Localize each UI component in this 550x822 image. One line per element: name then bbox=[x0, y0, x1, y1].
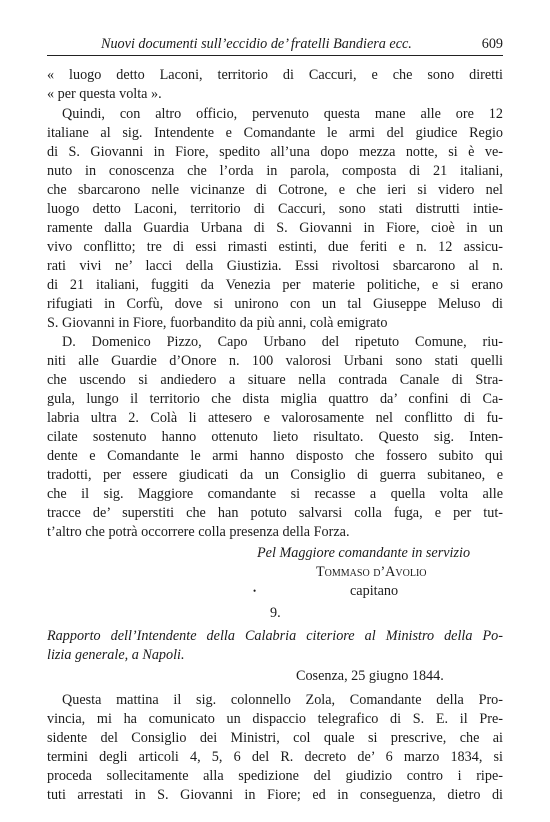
text-line: tracce de’ superstiti che han potuto salvarsi colla fuga, e per tut- bbox=[47, 505, 503, 521]
text-line: di 21 italiani, fuggiti da Venezia per materie politiche, e si erano bbox=[47, 277, 503, 293]
text-line: t’altro che potrà occorrere colla presenza della Forza. bbox=[47, 524, 350, 540]
text-line: gula, lungo il territorio che dista miglia quattro da’ confini di Ca- bbox=[47, 391, 503, 407]
text-line: labria ultra 2. Colà li attesero e valorosamente nel conflitto di fu- bbox=[47, 410, 503, 426]
signature-role: capitano bbox=[350, 583, 399, 599]
text-line: nuto in conoscenza che l’orda in parola, composta di 21 italiani, bbox=[47, 163, 503, 179]
text-line: di S. Giovanni in Fiore, spedito all’una dopo mezza notte, si è ve- bbox=[47, 144, 503, 160]
text-line: che il sig. Maggiore comandante si recasse a quella volta alle bbox=[47, 486, 503, 502]
doc-title-line: lizia generale, a Napoli. bbox=[47, 647, 185, 663]
text-line: rati vivi ne’ lacci della Giustizia. Essi rivoltosi sbarcarono al n. bbox=[47, 258, 503, 274]
page-number: 609 bbox=[481, 36, 503, 52]
text-line: tradotti, per essere giudicati da un Consiglio di guerra subitaneo, e bbox=[47, 467, 503, 483]
signature-name: Tommaso d’Avolio bbox=[316, 564, 427, 580]
text-line: Questa mattina il sig. colonnello Zola, Comandante della Pro- bbox=[62, 692, 503, 708]
text-line: luogo detto Laconi, territorio di Caccuri, sono stati distrutti intie- bbox=[47, 201, 503, 217]
text-line: « per questa volta ». bbox=[47, 86, 162, 102]
section-number: 9. bbox=[270, 605, 281, 621]
text-line: che uscendo si andiedero a situare nella contrada Canale di Stra- bbox=[47, 372, 503, 388]
page-header bbox=[47, 35, 503, 56]
text-line: niti alle Guardie d’Onore n. 100 valorosi Urbani sono stati quelli bbox=[47, 353, 503, 369]
text-line: ramente dalla Guardia Urbana di S. Giovanni in Fiore, cioè in un bbox=[47, 220, 503, 236]
text-line: D. Domenico Pizzo, Capo Urbano del ripetuto Comune, riu- bbox=[62, 334, 503, 350]
text-line: rifugiati in Corfù, dove si unirono con un tal Giuseppe Meluso di bbox=[47, 296, 503, 312]
text-line: « luogo detto Laconi, territorio di Caccuri, e che sono diretti bbox=[47, 67, 503, 83]
text-line: vincia, mi ha comunicato un dispaccio telegrafico di S. E. il Pre- bbox=[47, 711, 503, 727]
stray-bullet: • bbox=[253, 586, 257, 596]
text-line: cilate sostenuto hanno ottenuto lieto risultato. Questo sig. Inten- bbox=[47, 429, 503, 445]
text-line: Quindi, con altro officio, pervenuto questa mane alle ore 12 bbox=[62, 106, 503, 122]
text-line: dente e Comandante le armi hanno disposto che fossero subito qui bbox=[47, 448, 503, 464]
dateline: Cosenza, 25 giugno 1844. bbox=[296, 668, 444, 684]
text-line: italiane al sig. Intendente e Comandante le armi del giudice Regio bbox=[47, 125, 503, 141]
text-line: termini degli articoli 4, 5, 6 del R. decreto de’ 6 marzo 1834, si bbox=[47, 749, 503, 765]
doc-title-line: Rapporto dell’Intendente della Calabria citeriore al Ministro della Po- bbox=[47, 628, 503, 644]
text-line: che sbarcarono nelle vicinanze di Cotrone, e che ieri si videro nel bbox=[47, 182, 503, 198]
signature-title: Pel Maggiore comandante in servizio bbox=[257, 545, 471, 561]
text-line: sidente del Consiglio dei Ministri, col quale si prescrive, che ai bbox=[47, 730, 503, 746]
text-line: vivo conflitto; tre di essi rimasti estinti, due feriti e n. 12 assicu- bbox=[47, 239, 503, 255]
text-line: S. Giovanni in Fiore, fuorbandito da più anni, colà emigrato bbox=[47, 315, 388, 331]
text-line: tuti arrestati in S. Giovanni in Fiore; ed in conseguenza, dietro di bbox=[47, 787, 503, 803]
text-line: proceda sollecitamente alla spedizione del giudizio contro i ripe- bbox=[47, 768, 503, 784]
running-title: Nuovi documenti sull’eccidio de’ fratelli Bandiera ecc. bbox=[101, 36, 412, 52]
